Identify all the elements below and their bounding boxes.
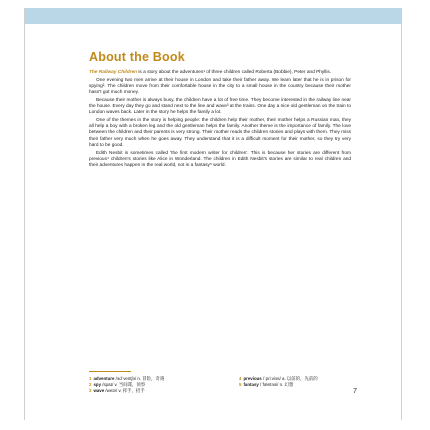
book-title: The Railway Children (89, 70, 138, 75)
footnotes-left-column (89, 376, 209, 393)
footnote-word: fantasy (243, 381, 259, 387)
footnotes-right-column (239, 376, 359, 388)
footnote-definition: /ədˈventʃə/ n. 冒险，奇遇 (114, 376, 165, 381)
book-page (24, 8, 402, 420)
footnote-number: 2 (89, 381, 92, 387)
footnote-word: adventure (93, 376, 115, 381)
paragraph: Edith Nesbit is sometimes called 'the first modern writer for children'. This is because her stories are different from previous⁴ children's stories like Alice in Wonderland. The children in Edith Nesbit's stories are similar to real children and their adventures happen in the real world, not in a fantasy⁵ world. (89, 150, 351, 169)
footnote-definition: /spaɪ/ v. 当间谍，侦察 (101, 381, 146, 387)
footnote-definition: /ˈfæntəsi/ n. 幻想 (258, 381, 294, 387)
footnote-word: previous (243, 376, 262, 381)
footnote-definition: /ˈpriːviəs/ a. 以前的，先前的 (261, 376, 318, 381)
footnote-divider (89, 371, 131, 372)
paragraph-intro (89, 70, 351, 76)
paragraph: One evening two men arrive at their house in London and take their father away. We learn later that he is in prison for spying². The children move from their comfortable house in the city to a small house in the country because their mother hasn't got much money. (89, 77, 351, 96)
footnote-word: spy (93, 381, 102, 387)
page-number: 7 (352, 386, 357, 395)
footnote (89, 388, 209, 394)
page-header-band (25, 8, 401, 24)
footnote-word: wave (93, 387, 105, 393)
footnote (239, 382, 359, 388)
article-body (89, 70, 351, 171)
footnote-definition: /weɪv/ v. 挥手，招手 (104, 387, 145, 393)
footnote-number: 1 (89, 376, 92, 381)
page-title: About the Book (89, 50, 185, 64)
footnote-number: 5 (239, 381, 242, 387)
footnote-number: 4 (239, 376, 242, 381)
footnote-number: 3 (89, 387, 92, 393)
intro-text: is a story about the adventures¹ of three children called Roberta (Bobbie), Peter and Phyllis. (137, 70, 332, 75)
paragraph: Because their mother is always busy, the children have a lot of free time. They become interested in the railway line near the house. Every day they go and stand next to the line and wave³ at the trains. One day a nice old gentleman on the train to London waves back. Later in the story he helps the family a lot. (89, 97, 351, 116)
paragraph: One of the themes in the story is helping people: the children help their mother, their mother helps a Russian man, they all help a boy with a broken leg and the old gentleman helps the family. Another theme is the importance of family. The love between the children and their parents is very strong. Their mother reads the children stories and plays with them. They miss their father very much when he goes away. They understand that it is a difficult moment for their mother, so they try very hard to be good. (89, 117, 351, 148)
